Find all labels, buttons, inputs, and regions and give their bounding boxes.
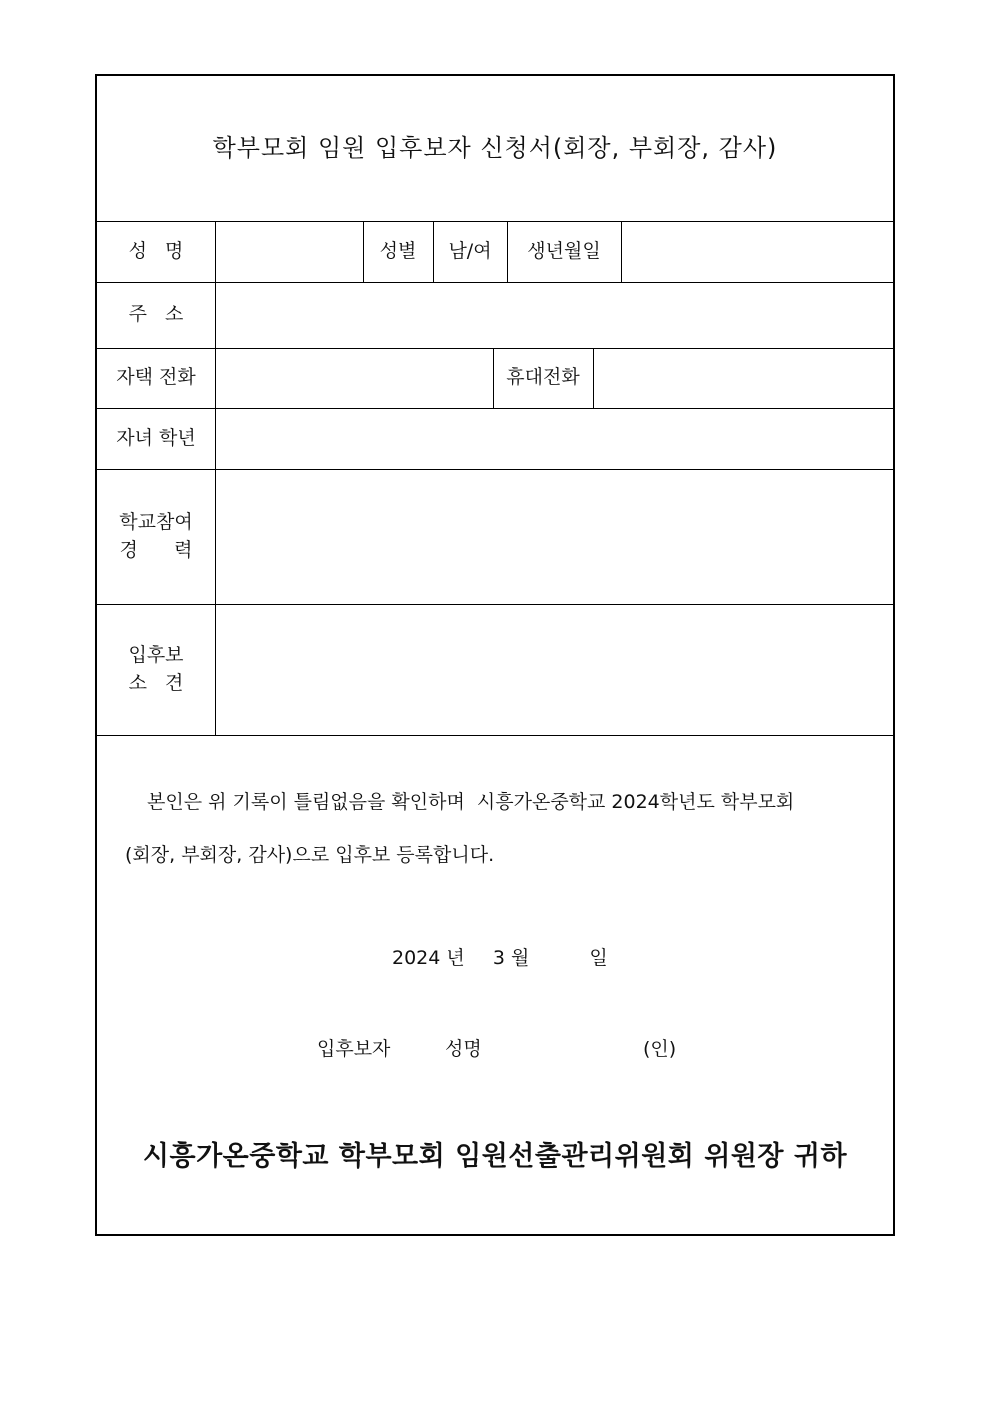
name-field[interactable]	[216, 221, 363, 282]
seal-mark: (인)	[643, 1038, 677, 1060]
address-field[interactable]	[216, 282, 893, 348]
child-grade-label: 자녀 학년	[116, 426, 196, 449]
date-month-unit: 월	[510, 947, 530, 969]
addressee: 시흥가온중학교 학부모회 임원선출관리위원회 위원장 귀하	[142, 1141, 848, 1172]
date-line	[392, 943, 608, 970]
name-label: 성 명	[128, 239, 184, 262]
school-history-field[interactable]	[216, 469, 893, 604]
birthdate-label: 생년월일	[527, 239, 601, 262]
mobile-phone-label: 휴대전화	[506, 366, 580, 389]
school-history-label-line1: 학교참여	[119, 510, 193, 533]
mobile-phone-field[interactable]	[594, 348, 893, 408]
motive-label	[97, 604, 215, 735]
date-year-unit: 년	[446, 947, 465, 969]
child-grade-field[interactable]	[216, 408, 893, 469]
address-label: 주 소	[128, 303, 184, 326]
gender-label: 성별	[379, 239, 417, 262]
signature-name-label: 성명	[445, 1038, 482, 1060]
school-history-label-line2: 경 력	[119, 538, 193, 561]
signature-name-field[interactable]	[497, 1034, 637, 1060]
date-month[interactable]: 3	[492, 947, 505, 969]
motive-label-line2: 소 견	[128, 671, 184, 694]
birthdate-field[interactable]	[622, 221, 893, 282]
statement-line-2: (회장, 부회장, 감사)으로 입후보 등록합니다.	[125, 844, 495, 866]
home-phone-field[interactable]	[216, 348, 493, 408]
form-title: 학부모회 임원 입후보자 신청서(회장, 부회장, 감사)	[212, 134, 778, 163]
motive-label-line1: 입후보	[128, 643, 184, 666]
application-form	[95, 74, 895, 1236]
date-year[interactable]: 2024	[392, 947, 441, 969]
signature-role: 입후보자	[317, 1038, 391, 1060]
date-day-unit: 일	[589, 947, 608, 969]
home-phone-label: 자택 전화	[116, 366, 196, 389]
row-divider	[97, 735, 893, 736]
motive-field[interactable]	[216, 604, 893, 735]
gender-choice[interactable]: 남/여	[448, 239, 492, 262]
statement-line-1: 본인은 위 기록이 틀림없음을 확인하며 시흥가온중학교 2024학년도 학부모회	[147, 791, 795, 813]
school-history-label	[97, 469, 215, 604]
